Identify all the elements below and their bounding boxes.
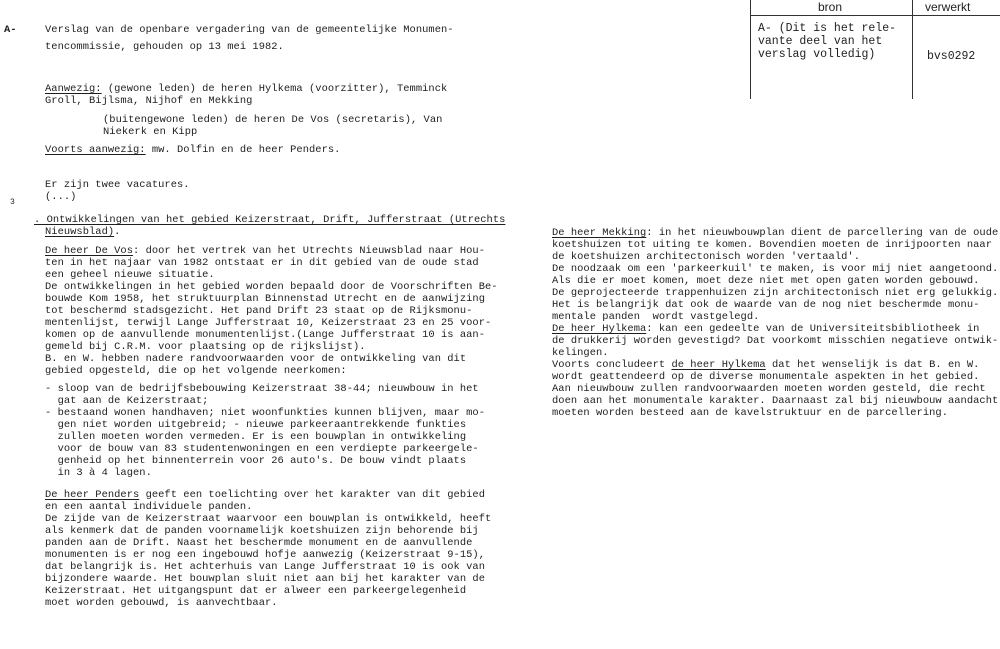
bullet-line: - sloop van de bedrijfsbebouwing Keizerstraat 38-44; nieuwbouw in het bbox=[45, 383, 479, 395]
de-vos-line: komen op de aanvullende monumentenlijst.(Lange Jufferstraat 10 is aan- bbox=[45, 329, 485, 341]
bullet-line: zullen moeten worden vermeden. Er is een bouwplan in ontwikkeling bbox=[45, 431, 467, 443]
agenda-line-2: Nieuwsblad). bbox=[45, 226, 121, 238]
speaker-penders: De heer Penders bbox=[45, 489, 140, 501]
penders-line: dat belangrijk is. Het achterhuis van Lange Jufferstraat 10 is ook van bbox=[45, 561, 485, 573]
hylkema-conclusion-line: moeten worden besteed aan de kavelstruktuur en de parcellering. bbox=[552, 407, 948, 419]
vacancies-line: Er zijn twee vacatures. bbox=[45, 179, 190, 191]
penders-line: Keizerstraat. Het uitgangspunt dat er alweer een parkeergelegenheid bbox=[45, 585, 467, 597]
bullet-line: genheid op het binnenterrein voor 26 auto's. De bouw vindt plaats bbox=[45, 455, 467, 467]
title-line: Verslag van de openbare vergadering van de gemeentelijke Monumen- bbox=[45, 24, 454, 36]
speaker-hylkema-conclusion: de heer Hylkema bbox=[671, 359, 766, 371]
penders-line: bijzondere waarde. Het bouwplan sluit niet aan bij het karakter van de bbox=[45, 573, 485, 585]
bullet-line: voor de bouw van 83 studentenwoningen en een verdiepte parkeergele- bbox=[45, 443, 479, 455]
box-header-rule bbox=[750, 15, 1000, 16]
de-vos-line: een geheel nieuwe situatie. bbox=[45, 269, 215, 281]
mekking-line: De geprojecteerde trappenhuizen zijn architectonisch niet erg gelukkig. bbox=[552, 287, 999, 299]
margin-mark-3: 3 bbox=[10, 198, 15, 207]
mekking-line: Als die er moet komen, moet deze niet met open gaten worden gebouwd. bbox=[552, 275, 980, 287]
speaker-mekking: De heer Mekking bbox=[552, 227, 647, 239]
hylkema-conclusion-line: wordt geattendeerd op de diverse monumentale aspekten in het gebied. bbox=[552, 371, 980, 383]
bron-line: A- (Dit is het rele- bbox=[758, 22, 897, 35]
attendance-line-1: Aanwezig: (gewone leden) de heren Hylkema (voorzitter), Temminck bbox=[45, 83, 448, 95]
attendance-line-3: (buitengewone leden) de heren De Vos (secretaris), Van bbox=[103, 114, 443, 126]
hylkema-conclusion-first-line: Voorts concludeert de heer Hylkema dat het wenselijk is dat B. en W. bbox=[552, 359, 980, 371]
bron-line: vante deel van het bbox=[758, 35, 883, 48]
ellipsis-line: (...) bbox=[45, 191, 77, 203]
de-vos-line: B. en W. hebben nadere randvoorwaarden voor de ontwikkeling van dit bbox=[45, 353, 467, 365]
header-verwerkt: verwerkt bbox=[925, 0, 971, 14]
penders-line: en een aantal individuele panden. bbox=[45, 501, 253, 513]
de-vos-line: ten in het najaar van 1982 ontstaat er in dit gebied van de oude stad bbox=[45, 257, 479, 269]
hylkema-conclusion-line: doen aan het monumentale karakter. Daarnaast zal bij nieuwbouw aandacht bbox=[552, 395, 999, 407]
bullet-line: gat aan de Keizerstraat; bbox=[45, 395, 209, 407]
bullet-line: - bestaand wonen handhaven; niet woonfunkties kunnen blijven, maar mo- bbox=[45, 407, 485, 419]
mekking-first-line: De heer Mekking: in het nieuwbouwplan dient de parcellering van de oude bbox=[552, 227, 999, 239]
also-present-line: Voorts aanwezig: mw. Dolfin en de heer Penders. bbox=[45, 144, 341, 156]
verwerkt-value: bvs0292 bbox=[927, 50, 976, 63]
speaker-hylkema: De heer Hylkema bbox=[552, 323, 647, 335]
de-vos-line: gemeld bij C.R.M. voor plaatsing op de rijkslijst). bbox=[45, 341, 366, 353]
speaker-de-vos: De heer De Vos bbox=[45, 245, 133, 257]
hylkema-conclusion-line: Aan nieuwbouw zullen randvoorwaarden moeten worden gesteld, die recht bbox=[552, 383, 986, 395]
bullet-line: gen niet worden uitgebreid; - nieuwe parkeeraantrekkende funkties bbox=[45, 419, 467, 431]
penders-first-line: De heer Penders geeft een toelichting over het karakter van dit gebied bbox=[45, 489, 485, 501]
mekking-line: de koetshuizen architectonisch worden 'vertaald'. bbox=[552, 251, 860, 263]
attendance-label: Aanwezig: bbox=[45, 83, 102, 95]
attendance-line-4: Niekerk en Kipp bbox=[103, 126, 198, 138]
agenda-line-1: . Ontwikkelingen van het gebied Keizerstraat, Drift, Jufferstraat (Utrechts bbox=[34, 214, 506, 226]
mekking-line: koetshuizen tot uiting te komen. Bovendien moeten de inrijpoorten naar bbox=[552, 239, 992, 251]
bron-line: verslag volledig) bbox=[758, 48, 876, 61]
title-line: tencommissie, gehouden op 13 mei 1982. bbox=[45, 41, 284, 53]
de-vos-line: tot beschermd stadsgezicht. Het pand Drift 23 staat op de Rijksmonu- bbox=[45, 305, 473, 317]
de-vos-first-line: De heer De Vos: door het vertrek van het Utrechts Nieuwsblad naar Hou- bbox=[45, 245, 485, 257]
hylkema-line: kelingen. bbox=[552, 347, 609, 359]
de-vos-line: bouwde Kom 1958, het struktuurplan Binnenstad Utrecht en de aanwijzing bbox=[45, 293, 485, 305]
penders-line: monumenten is er nog een ingebouwd hofje aanwezig (Keizerstraat 9-15), bbox=[45, 549, 485, 561]
hylkema-line: de drukkerij worden gevestigd? Dat voorkomt misschien negatieve ontwik- bbox=[552, 335, 999, 347]
mekking-line: mentale panden wordt vastgelegd. bbox=[552, 311, 760, 323]
bullet-line: in 3 à 4 lagen. bbox=[45, 467, 152, 479]
mekking-line: De noodzaak om een 'parkeerkuil' te maken, is voor mij niet aangetoond. bbox=[552, 263, 999, 275]
attendance-line-2: Groll, Bijlsma, Nijhof en Mekking bbox=[45, 95, 253, 107]
margin-mark-a: A- bbox=[4, 24, 17, 36]
penders-line: als kenmerk dat de panden voornamelijk koetshuizen zijn behorende bij bbox=[45, 525, 479, 537]
also-present-label: Voorts aanwezig: bbox=[45, 144, 146, 156]
header-bron: bron bbox=[818, 0, 843, 14]
de-vos-line: De ontwikkelingen in het gebied worden bepaald door de Voorschriften Be- bbox=[45, 281, 498, 293]
de-vos-line: gebied opgesteld, die op het volgende neerkomen: bbox=[45, 365, 347, 377]
penders-line: moet worden gebouwd, is aanvechtbaar. bbox=[45, 597, 278, 609]
penders-line: panden aan de Drift. Naast het beschermde monument en de aanvullende bbox=[45, 537, 473, 549]
mekking-line: Het is belangrijk dat ook de waarde van de nog niet beschermde monu- bbox=[552, 299, 980, 311]
penders-line: De zijde van de Keizerstraat waarvoor een bouwplan is ontwikkeld, heeft bbox=[45, 513, 492, 525]
hylkema-first-line: De heer Hylkema: kan een gedeelte van de Universiteitsbibliotheek in bbox=[552, 323, 980, 335]
de-vos-line: mentenlijst, terwijl Lange Jufferstraat 10, Keizerstraat 23 en 25 voor- bbox=[45, 317, 492, 329]
